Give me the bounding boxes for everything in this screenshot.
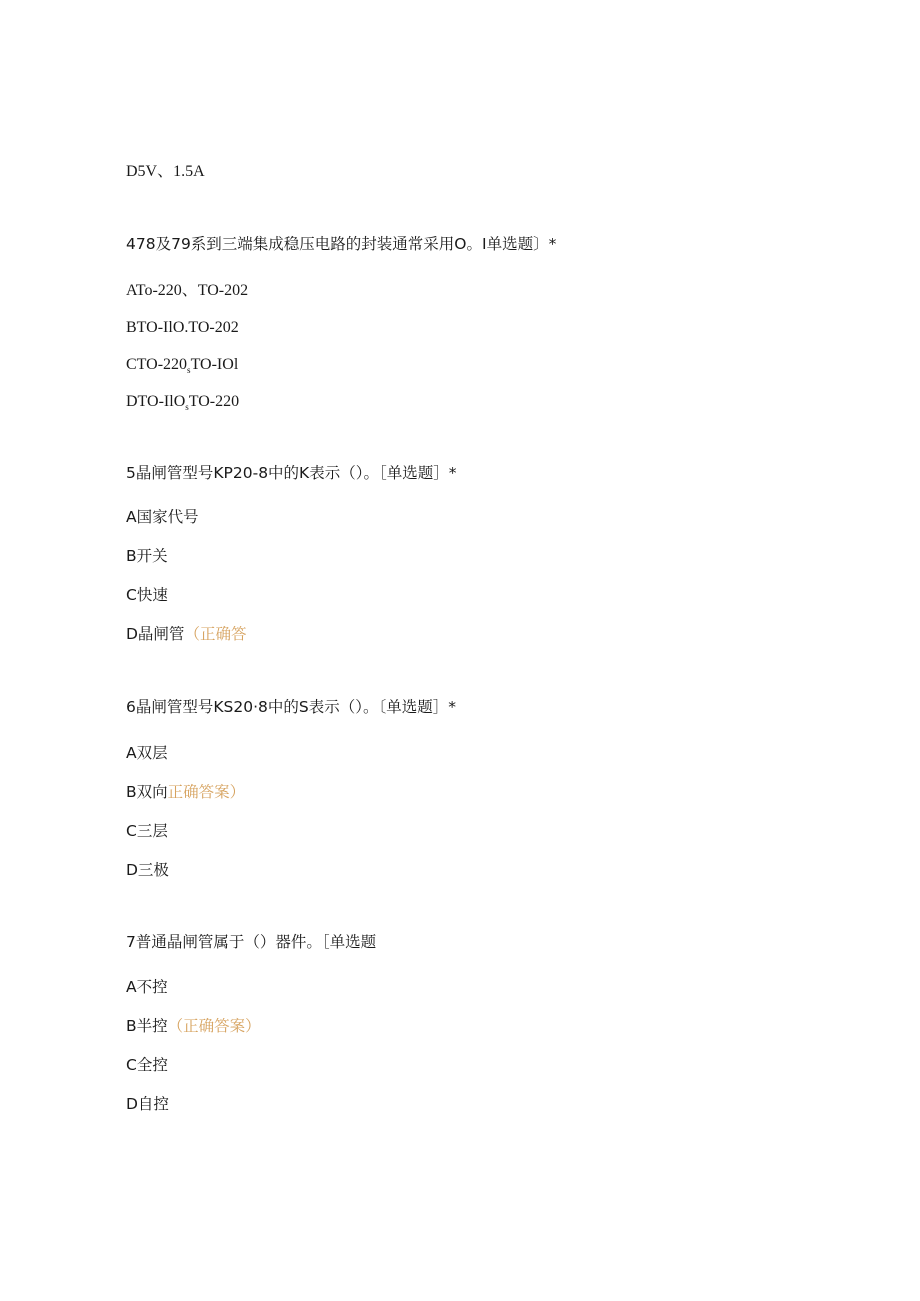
prev-option-d: D5V、1.5A <box>126 163 205 180</box>
correct-answer-mark: （正确答 <box>184 625 247 643</box>
option-label: A双层 <box>126 744 168 762</box>
correct-answer-mark: 正确答案） <box>167 783 246 801</box>
option-label: B开关 <box>126 547 168 565</box>
q4-option-c[interactable] <box>126 355 238 376</box>
q6-option-c[interactable] <box>126 821 168 841</box>
q6-option-b[interactable] <box>126 782 245 802</box>
q4-option-b[interactable] <box>126 318 239 338</box>
q4-option-a[interactable] <box>126 281 248 301</box>
option-text: ATo-220、TO-202 <box>126 282 249 299</box>
q7-option-b[interactable] <box>126 1016 261 1036</box>
q6-option-a[interactable] <box>126 743 168 763</box>
question-5-stem: 5晶闸管型号KP20-8中的K表示（）。［单选题］* <box>126 464 457 482</box>
q5-option-b[interactable] <box>126 546 168 566</box>
q7-option-c[interactable] <box>126 1055 168 1075</box>
q4-option-d[interactable] <box>126 392 239 413</box>
option-label: B双向 <box>126 783 168 801</box>
option-label: C三层 <box>126 822 168 840</box>
option-text: DTO-IlO <box>126 393 186 410</box>
option-label: C快速 <box>126 586 168 604</box>
q6-option-d[interactable] <box>126 860 169 880</box>
option-label: D晶闸管 <box>126 625 185 643</box>
option-text: BTO-IlO.TO-202 <box>126 319 239 336</box>
option-label: B半控 <box>126 1017 168 1035</box>
q5-option-d[interactable] <box>126 624 246 644</box>
option-text: CTO-220 <box>126 356 188 373</box>
question-6-stem: 6晶闸管型号KS20·8中的S表示（）。〔单选题］* <box>126 698 456 716</box>
q7-option-a[interactable] <box>126 977 168 997</box>
option-subscript: s <box>185 402 189 412</box>
option-subscript: s <box>187 365 191 375</box>
q5-option-c[interactable] <box>126 585 168 605</box>
option-label: C全控 <box>126 1056 168 1074</box>
option-label: D三极 <box>126 861 169 879</box>
question-4-stem: 478及79系到三端集成稳压电路的封装通常采用O。I单选题〕* <box>126 235 557 253</box>
option-label: A国家代号 <box>126 508 199 526</box>
option-label: A不控 <box>126 978 168 996</box>
q5-option-a[interactable] <box>126 507 199 527</box>
question-7-stem: 7普通晶闸管属于（）器件。［单选题 <box>126 933 377 951</box>
q7-option-d[interactable] <box>126 1094 169 1114</box>
correct-answer-mark: （正确答案） <box>167 1017 261 1035</box>
option-tail: TO-IOl <box>190 356 239 373</box>
option-label: D自控 <box>126 1095 169 1113</box>
option-tail: TO-220 <box>188 393 240 410</box>
